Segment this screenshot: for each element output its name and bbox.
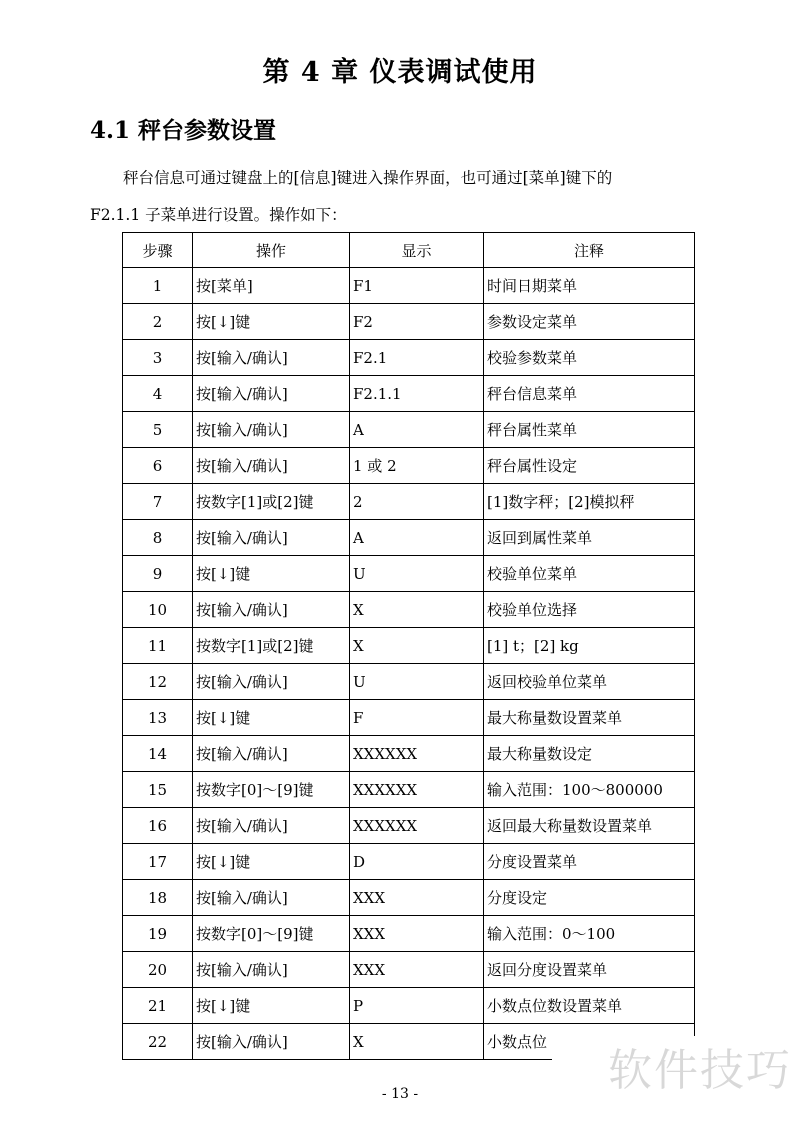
- table-body: [123, 268, 695, 1060]
- table-row: [123, 304, 695, 340]
- operation-cell: 按[输入/确认]: [193, 592, 350, 628]
- operation-cell: 按[↓]键: [193, 304, 350, 340]
- note-cell: 输入范围：0～100: [484, 916, 695, 952]
- display-cell: X: [350, 628, 484, 664]
- table-row: [123, 664, 695, 700]
- note-cell: 返回最大称量数设置菜单: [484, 808, 695, 844]
- note-cell: 返回校验单位菜单: [484, 664, 695, 700]
- display-cell: XXX: [350, 880, 484, 916]
- step-cell: 16: [123, 808, 193, 844]
- step-cell: 9: [123, 556, 193, 592]
- operation-cell: 按[输入/确认]: [193, 1024, 350, 1060]
- steps-table: [122, 232, 695, 1060]
- note-cell: 校验单位菜单: [484, 556, 695, 592]
- operation-cell: 按[↓]键: [193, 556, 350, 592]
- note-cell: 小数点位: [484, 1024, 695, 1060]
- step-cell: 8: [123, 520, 193, 556]
- display-cell: P: [350, 988, 484, 1024]
- display-cell: A: [350, 520, 484, 556]
- note-cell: 最大称量数设定: [484, 736, 695, 772]
- step-cell: 1: [123, 268, 193, 304]
- step-cell: 2: [123, 304, 193, 340]
- note-cell: 分度设定: [484, 880, 695, 916]
- display-cell: F2: [350, 304, 484, 340]
- display-cell: D: [350, 844, 484, 880]
- operation-cell: 按[输入/确认]: [193, 736, 350, 772]
- step-cell: 14: [123, 736, 193, 772]
- table-row: [123, 556, 695, 592]
- display-cell: U: [350, 556, 484, 592]
- table-row: [123, 520, 695, 556]
- display-cell: F1: [350, 268, 484, 304]
- display-cell: F: [350, 700, 484, 736]
- operation-cell: 按数字[1]或[2]键: [193, 484, 350, 520]
- step-cell: 20: [123, 952, 193, 988]
- page-number: - 13 -: [381, 1086, 419, 1102]
- note-cell: 输入范围：100～800000: [484, 772, 695, 808]
- operation-cell: 按[↓]键: [193, 988, 350, 1024]
- table-row: [123, 484, 695, 520]
- header-display: 显示: [350, 233, 484, 268]
- operation-cell: 按[输入/确认]: [193, 448, 350, 484]
- table-row: [123, 268, 695, 304]
- step-cell: 7: [123, 484, 193, 520]
- note-cell: 校验单位选择: [484, 592, 695, 628]
- chapter-title: 第 4 章 仪表调试使用: [262, 57, 538, 88]
- operation-cell: 按数字[0]～[9]键: [193, 916, 350, 952]
- table-row: [123, 988, 695, 1024]
- note-cell: 秤台信息菜单: [484, 376, 695, 412]
- table-header-row: [123, 233, 695, 268]
- table-row: [123, 376, 695, 412]
- watermark: 软件技巧: [552, 1036, 792, 1106]
- step-cell: 3: [123, 340, 193, 376]
- intro-line-2: F2.1.1 子菜单进行设置。操作如下：: [90, 206, 347, 224]
- operation-cell: 按[输入/确认]: [193, 520, 350, 556]
- table-row: [123, 844, 695, 880]
- step-cell: 22: [123, 1024, 193, 1060]
- display-cell: F2.1.1: [350, 376, 484, 412]
- table-row: [123, 412, 695, 448]
- header-note: 注释: [484, 233, 695, 268]
- step-cell: 4: [123, 376, 193, 412]
- table-row: [123, 736, 695, 772]
- step-cell: 6: [123, 448, 193, 484]
- step-cell: 12: [123, 664, 193, 700]
- operation-cell: 按[输入/确认]: [193, 664, 350, 700]
- note-cell: 小数点位数设置菜单: [484, 988, 695, 1024]
- table-row: [123, 772, 695, 808]
- table-row: [123, 952, 695, 988]
- operation-cell: 按[输入/确认]: [193, 952, 350, 988]
- step-cell: 11: [123, 628, 193, 664]
- header-step: 步骤: [123, 233, 193, 268]
- note-cell: 分度设置菜单: [484, 844, 695, 880]
- table-row: [123, 340, 695, 376]
- note-cell: 时间日期菜单: [484, 268, 695, 304]
- table-row: [123, 880, 695, 916]
- table-row: [123, 916, 695, 952]
- operation-cell: 按[菜单]: [193, 268, 350, 304]
- note-cell: [1]数字秤；[2]模拟秤: [484, 484, 695, 520]
- intro-paragraph: [90, 160, 730, 234]
- table-row: [123, 808, 695, 844]
- operation-cell: 按数字[1]或[2]键: [193, 628, 350, 664]
- display-cell: XXXXXX: [350, 808, 484, 844]
- intro-line-1: 秤台信息可通过键盘上的[信息]键进入操作界面，也可通过[菜单]键下的: [123, 169, 613, 187]
- note-cell: 秤台属性菜单: [484, 412, 695, 448]
- operation-cell: 按[输入/确认]: [193, 376, 350, 412]
- note-cell: 参数设定菜单: [484, 304, 695, 340]
- step-cell: 15: [123, 772, 193, 808]
- display-cell: XXX: [350, 952, 484, 988]
- step-cell: 5: [123, 412, 193, 448]
- display-cell: XXXXXX: [350, 736, 484, 772]
- display-cell: U: [350, 664, 484, 700]
- display-cell: 2: [350, 484, 484, 520]
- operation-cell: 按[输入/确认]: [193, 340, 350, 376]
- operation-cell: 按[输入/确认]: [193, 412, 350, 448]
- table-row: [123, 700, 695, 736]
- operation-cell: 按数字[0]～[9]键: [193, 772, 350, 808]
- step-cell: 17: [123, 844, 193, 880]
- section-title: 4.1 秤台参数设置: [90, 117, 277, 144]
- header-operation: 操作: [193, 233, 350, 268]
- table-row: [123, 628, 695, 664]
- note-cell: 校验参数菜单: [484, 340, 695, 376]
- display-cell: X: [350, 592, 484, 628]
- operation-cell: 按[↓]键: [193, 844, 350, 880]
- note-cell: 最大称量数设置菜单: [484, 700, 695, 736]
- display-cell: XXX: [350, 916, 484, 952]
- operation-cell: 按[输入/确认]: [193, 880, 350, 916]
- display-cell: A: [350, 412, 484, 448]
- operation-cell: 按[↓]键: [193, 700, 350, 736]
- step-cell: 21: [123, 988, 193, 1024]
- note-cell: 返回到属性菜单: [484, 520, 695, 556]
- note-cell: [1] t；[2] kg: [484, 628, 695, 664]
- operation-cell: 按[输入/确认]: [193, 808, 350, 844]
- note-cell: 返回分度设置菜单: [484, 952, 695, 988]
- display-cell: X: [350, 1024, 484, 1060]
- step-cell: 18: [123, 880, 193, 916]
- step-cell: 13: [123, 700, 193, 736]
- table-row: [123, 592, 695, 628]
- display-cell: 1 或 2: [350, 448, 484, 484]
- table-row: [123, 448, 695, 484]
- note-cell: 秤台属性设定: [484, 448, 695, 484]
- step-cell: 19: [123, 916, 193, 952]
- step-cell: 10: [123, 592, 193, 628]
- display-cell: XXXXXX: [350, 772, 484, 808]
- display-cell: F2.1: [350, 340, 484, 376]
